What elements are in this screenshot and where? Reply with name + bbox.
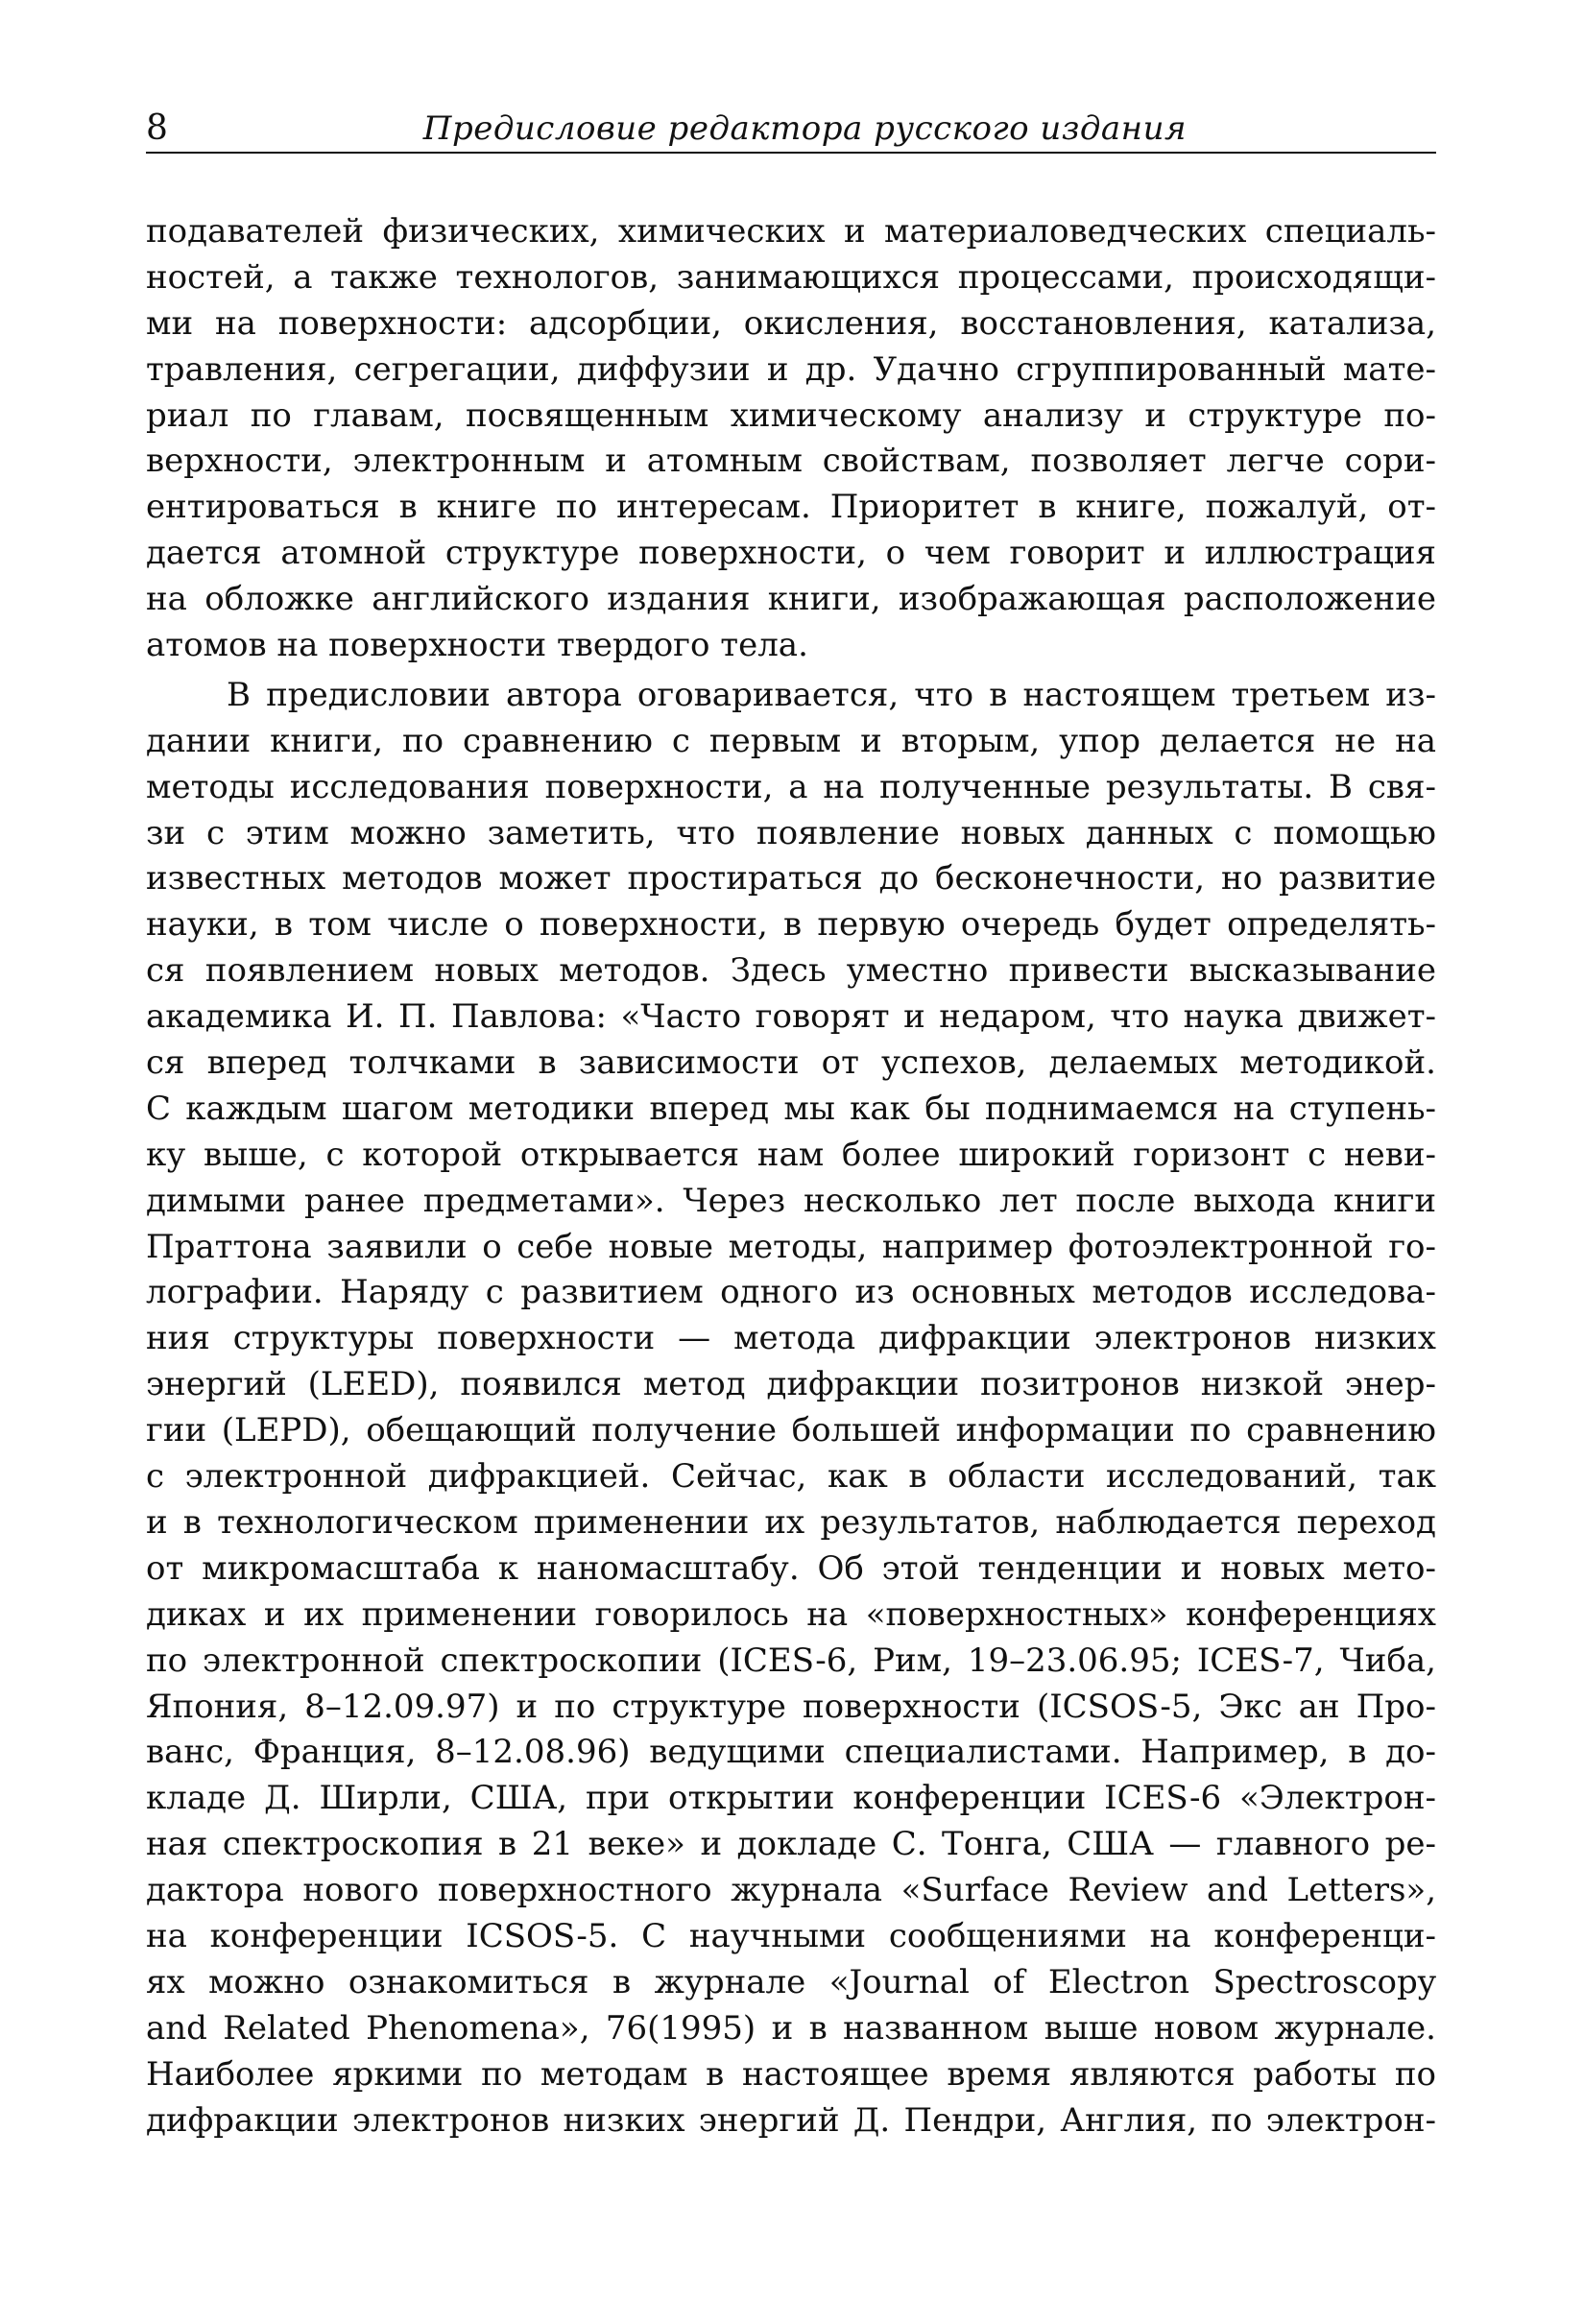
- text-line: ентироваться в книге по интересам. Приоритет в книге, пожалуй, от-: [146, 488, 1436, 527]
- text-line: дактора нового поверхностного журнала «Surface Review and Letters»,: [146, 1871, 1436, 1910]
- text-line: науки, в том числе о поверхности, в первую очередь будет определять-: [146, 905, 1436, 945]
- running-title: Предисловие редактора русского издания: [422, 109, 1187, 148]
- text-line: диках и их применении говорилось на «поверхностных» конференциях: [146, 1594, 1436, 1634]
- text-line: димыми ранее предметами». Через несколько лет после выхода книги: [146, 1181, 1436, 1220]
- text-line: академика И. П. Павлова: «Часто говорят и недаром, что наука движет-: [146, 997, 1436, 1037]
- text-line: атомов на поверхности твердого тела.: [146, 626, 808, 665]
- text-line: на конференции ICSOS-5. С научными сообщениями на конференци-: [146, 1916, 1436, 1955]
- paragraph-1: [146, 209, 1436, 669]
- text-line: риал по главам, посвященным химическому анализу и структуре по-: [146, 395, 1436, 435]
- text-line: по электронной спектроскопии (ICES-6, Рим, 19–23.06.95; ICES-7, Чиба,: [146, 1641, 1436, 1680]
- text-line: ностей, а также технологов, занимающихся процессами, происходящи-: [146, 257, 1436, 297]
- text-line: ванс, Франция, 8–12.08.96) ведущими специалистами. Например, в до-: [146, 1733, 1436, 1772]
- text-line: лографии. Наряду с развитием одного из основных методов исследова-: [146, 1273, 1436, 1312]
- text-line: ния структуры поверхности — метода дифракции электронов низких: [146, 1319, 1436, 1358]
- text-line: В предисловии автора оговаривается, что в настоящем третьем из-: [227, 675, 1436, 714]
- text-line: С каждым шагом методики вперед мы как бы поднимаемся на ступень-: [146, 1089, 1436, 1128]
- text-line: Япония, 8–12.09.97) и по структуре поверхности (ICSOS-5, Экс ан Про-: [146, 1687, 1436, 1726]
- text-line: зи с этим можно заметить, что появление новых данных с помощью: [146, 813, 1436, 852]
- body-text: [146, 209, 1436, 2144]
- text-line: подавателей физических, химических и материаловедческих специаль-: [146, 212, 1436, 251]
- text-line: дифракции электронов низких энергий Д. Пендри, Англия, по электрон-: [146, 2100, 1436, 2140]
- text-line: ся появлением новых методов. Здесь уместно привести высказывание: [146, 951, 1436, 991]
- page-number: 8: [146, 108, 168, 148]
- text-line: ях можно ознакомиться в журнале «Journal of Electron Spectroscopy: [146, 1962, 1436, 2001]
- text-line: ми на поверхности: адсорбции, окисления, восстановления, катализа,: [146, 303, 1436, 343]
- text-line: травления, сегрегации, диффузии и др. Удачно сгруппированный мате-: [146, 349, 1436, 389]
- text-line: методы исследования поверхности, а на полученные результаты. В свя-: [146, 767, 1436, 806]
- text-line: верхности, электронным и атомным свойствам, позволяет легче сори-: [146, 442, 1436, 481]
- text-line: с электронной дифракцией. Сейчас, как в области исследований, так: [146, 1457, 1436, 1497]
- text-line: на обложке английского издания книги, изображающая расположение: [146, 580, 1436, 619]
- page-header: [146, 106, 1436, 154]
- text-line: ная спектроскопия в 21 веке» и докладе С. Тонга, США — главного ре-: [146, 1825, 1436, 1864]
- text-line: ся вперед толчками в зависимости от успехов, делаемых методикой.: [146, 1043, 1436, 1083]
- paragraph-2: [146, 673, 1436, 2144]
- text-line: Наиболее яркими по методам в настоящее время являются работы по: [146, 2054, 1436, 2094]
- text-line: и в технологическом применении их результатов, наблюдается переход: [146, 1502, 1436, 1542]
- text-line: кладе Д. Ширли, США, при открытии конференции ICES-6 «Электрон-: [146, 1779, 1436, 1818]
- text-line: гии (LEPD), обещающий получение большей информации по сравнению: [146, 1411, 1436, 1450]
- text-line: and Related Phenomena», 76(1995) и в названном выше новом журнале.: [146, 2008, 1436, 2048]
- text-line: Праттона заявили о себе новые методы, например фотоэлектронной го-: [146, 1227, 1436, 1266]
- text-line: известных методов может простираться до бесконечности, но развитие: [146, 859, 1436, 898]
- text-line: дается атомной структуре поверхности, о чем говорит и иллюстрация: [146, 534, 1436, 573]
- text-line: от микромасштаба к наномасштабу. Об этой тенденции и новых мето-: [146, 1548, 1436, 1588]
- text-line: энергий (LEED), появился метод дифракции позитронов низкой энер-: [146, 1365, 1436, 1404]
- text-line: ку выше, с которой открывается нам более широкий горизонт с неви-: [146, 1135, 1436, 1174]
- text-line: дании книги, по сравнению с первым и вторым, упор делается не на: [146, 721, 1436, 760]
